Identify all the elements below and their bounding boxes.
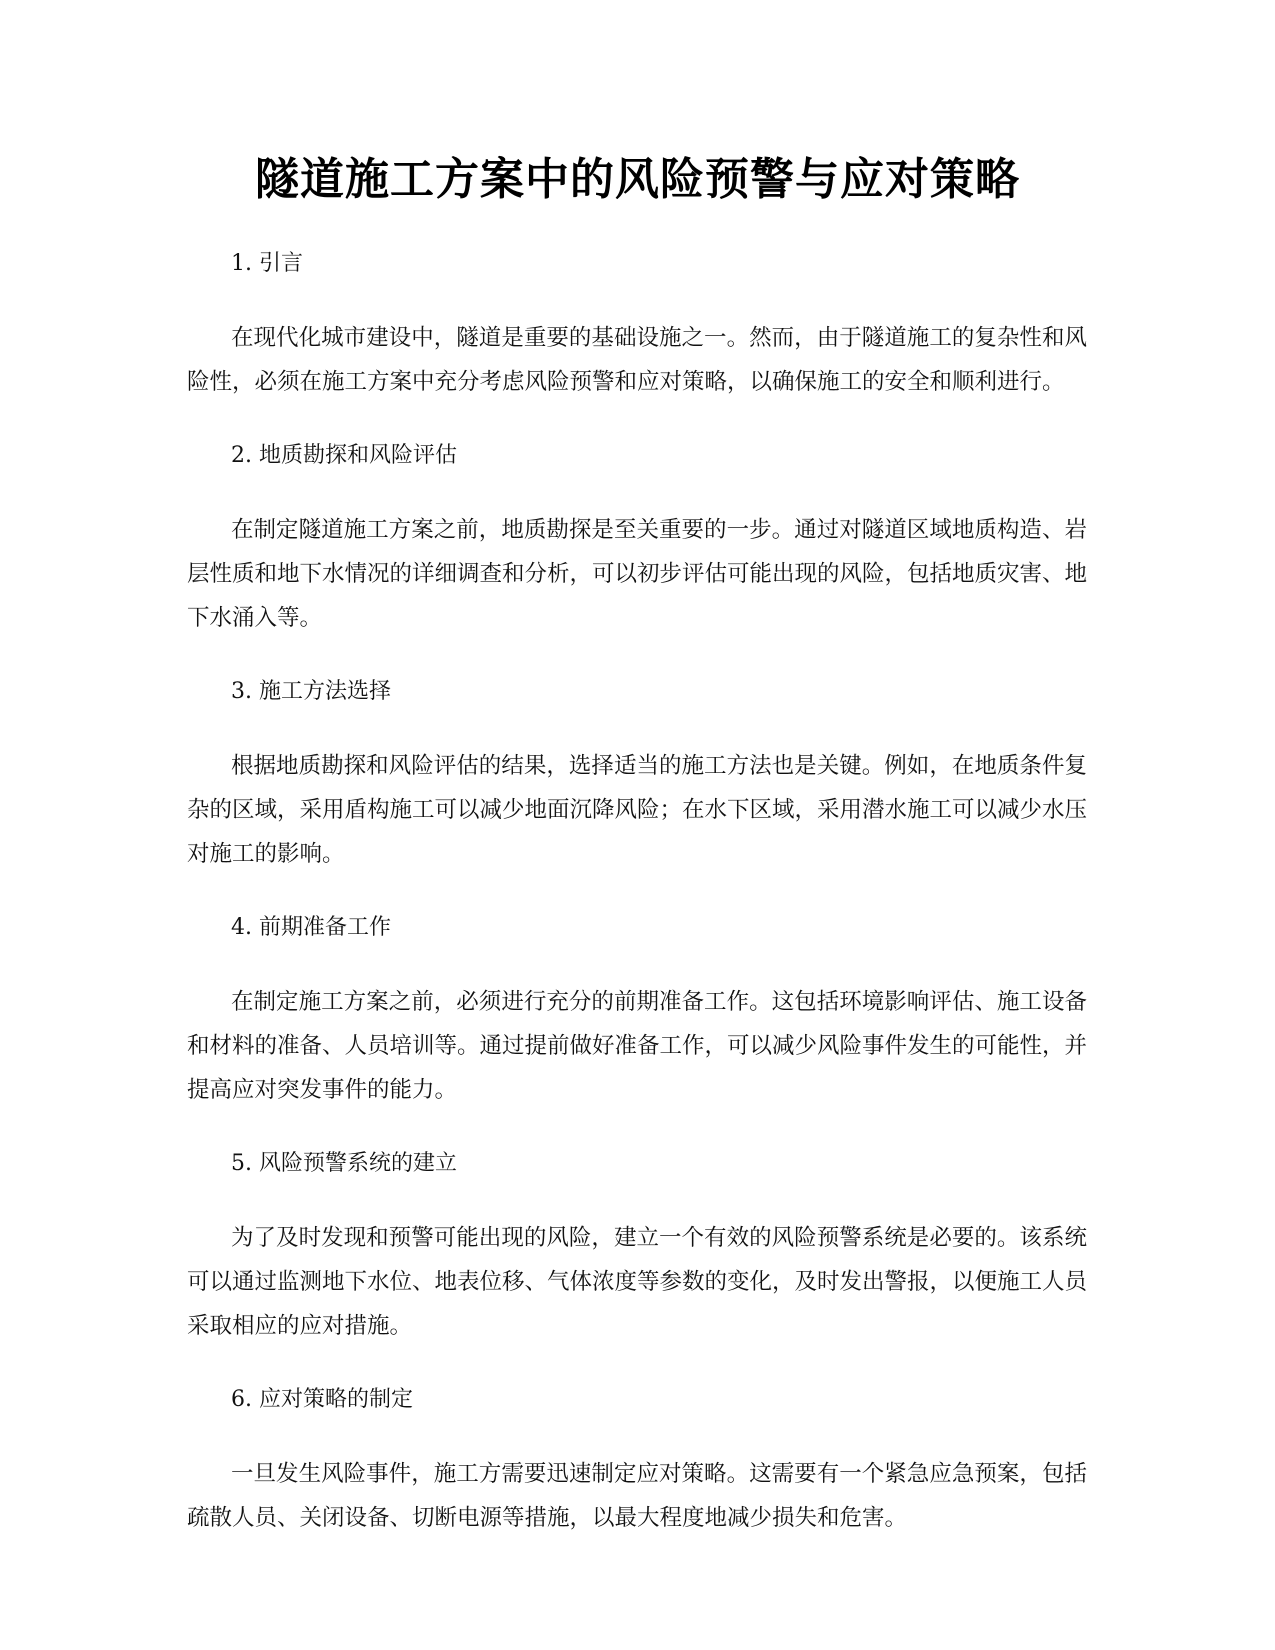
section-heading-method: 3. 施工方法选择 <box>231 679 391 704</box>
section-heading-geology: 2. 地质勘探和风险评估 <box>231 443 457 468</box>
section-heading-intro: 1. 引言 <box>231 251 303 276</box>
document-title: 隧道施工方案中的风险预警与应对策略 <box>255 154 1020 205</box>
document-body <box>187 242 1087 1570</box>
section-paragraph-warning-system: 为了及时发现和预警可能出现的风险，建立一个有效的风险预警系统是必要的。该系统可以通过监测地下水位、地表位移、气体浓度等参数的变化，及时发出警报，以便施工人员采取相应的应对措施。 <box>187 1225 1088 1339</box>
section-heading-preparation: 4. 前期准备工作 <box>231 915 391 940</box>
section-paragraph-intro: 在现代化城市建设中，隧道是重要的基础设施之一。然而，由于隧道施工的复杂性和风险性，必须在施工方案中充分考虑风险预警和应对策略，以确保施工的安全和顺利进行。 <box>187 325 1087 395</box>
section-paragraph-preparation: 在制定施工方案之前，必须进行充分的前期准备工作。这包括环境影响评估、施工设备和材料的准备、人员培训等。通过提前做好准备工作，可以减少风险事件发生的可能性，并提高应对突发事件的能力。 <box>187 989 1088 1103</box>
section-paragraph-geology: 在制定隧道施工方案之前，地质勘探是至关重要的一步。通过对隧道区域地质构造、岩层性质和地下水情况的详细调查和分析，可以初步评估可能出现的风险，包括地质灾害、地下水涌入等。 <box>187 517 1088 631</box>
section-paragraph-response: 一旦发生风险事件，施工方需要迅速制定应对策略。这需要有一个紧急应急预案，包括疏散人员、关闭设备、切断电源等措施，以最大程度地减少损失和危害。 <box>187 1461 1087 1531</box>
section-heading-response: 6. 应对策略的制定 <box>231 1387 413 1412</box>
section-heading-warning-system: 5. 风险预警系统的建立 <box>231 1151 457 1176</box>
section-paragraph-method: 根据地质勘探和风险评估的结果，选择适当的施工方法也是关键。例如，在地质条件复杂的区域，采用盾构施工可以减少地面沉降风险；在水下区域，采用潜水施工可以减少水压对施工的影响。 <box>187 753 1088 867</box>
